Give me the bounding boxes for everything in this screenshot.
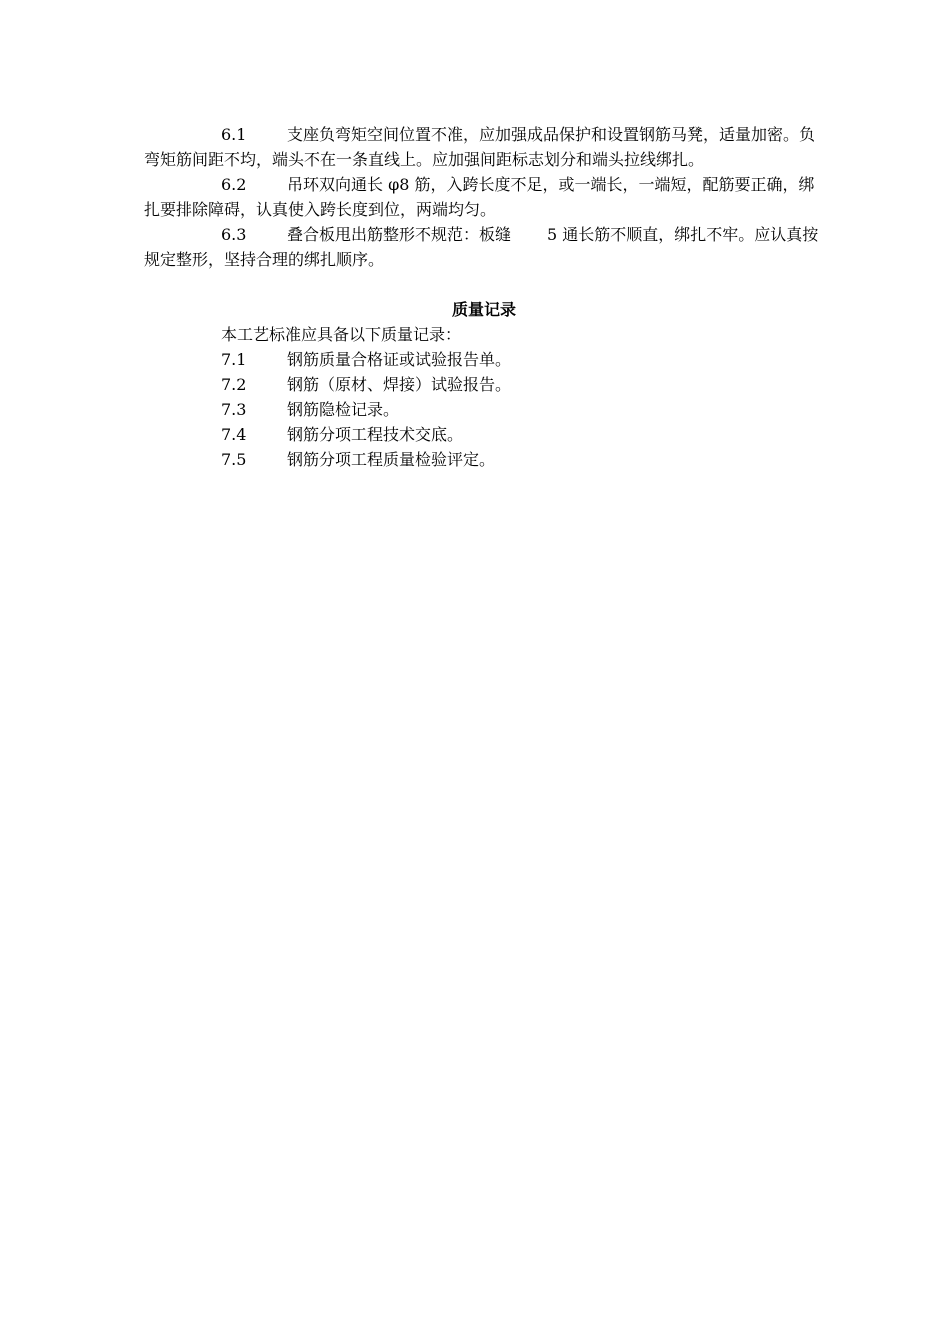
item-text: 钢筋分项工程技术交底。 — [287, 425, 464, 444]
paragraph-text-continued: 5 通长筋不顺直，绑扎不牢。应认真按规定整形，坚持合理的绑扎顺序。 — [144, 225, 819, 269]
paragraph-number: 6.2 — [221, 175, 247, 194]
paragraph-number: 6.3 — [221, 225, 247, 244]
paragraph-number: 6.1 — [221, 125, 247, 144]
item-number: 7.4 — [221, 425, 247, 444]
document-body — [144, 122, 824, 472]
list-item — [144, 447, 824, 472]
paragraph-6-1 — [144, 122, 824, 172]
item-text: 钢筋隐检记录。 — [287, 400, 400, 419]
item-text: 钢筋质量合格证或试验报告单。 — [287, 350, 512, 369]
list-item — [144, 397, 824, 422]
item-text: 钢筋分项工程质量检验评定。 — [287, 450, 496, 469]
item-number: 7.3 — [221, 400, 247, 419]
paragraph-6-2 — [144, 172, 824, 222]
item-number: 7.1 — [221, 350, 247, 369]
item-text: 钢筋（原材、焊接）试验报告。 — [287, 375, 512, 394]
list-item — [144, 422, 824, 447]
paragraph-6-3 — [144, 222, 824, 272]
paragraph-text: 支座负弯矩空间位置不准，应加强成品保护和设置钢筋马凳，适量加密。负弯矩筋间距不均，端头不在一条直线上。应加强间距标志划分和端头拉线绑扎。 — [144, 125, 816, 169]
item-number: 7.2 — [221, 375, 247, 394]
paragraph-text: 叠合板甩出筋整形不规范：板缝 — [287, 225, 512, 244]
list-item — [144, 347, 824, 372]
paragraph-text: 吊环双向通长 φ8 筋，入跨长度不足，或一端长，一端短，配筋要正确，绑扎要排除障碍，认真使入跨长度到位，两端均匀。 — [144, 175, 815, 219]
section-intro: 本工艺标准应具备以下质量记录： — [221, 325, 462, 344]
section-title: 质量记录 — [451, 300, 516, 319]
item-number: 7.5 — [221, 450, 247, 469]
list-item — [144, 372, 824, 397]
